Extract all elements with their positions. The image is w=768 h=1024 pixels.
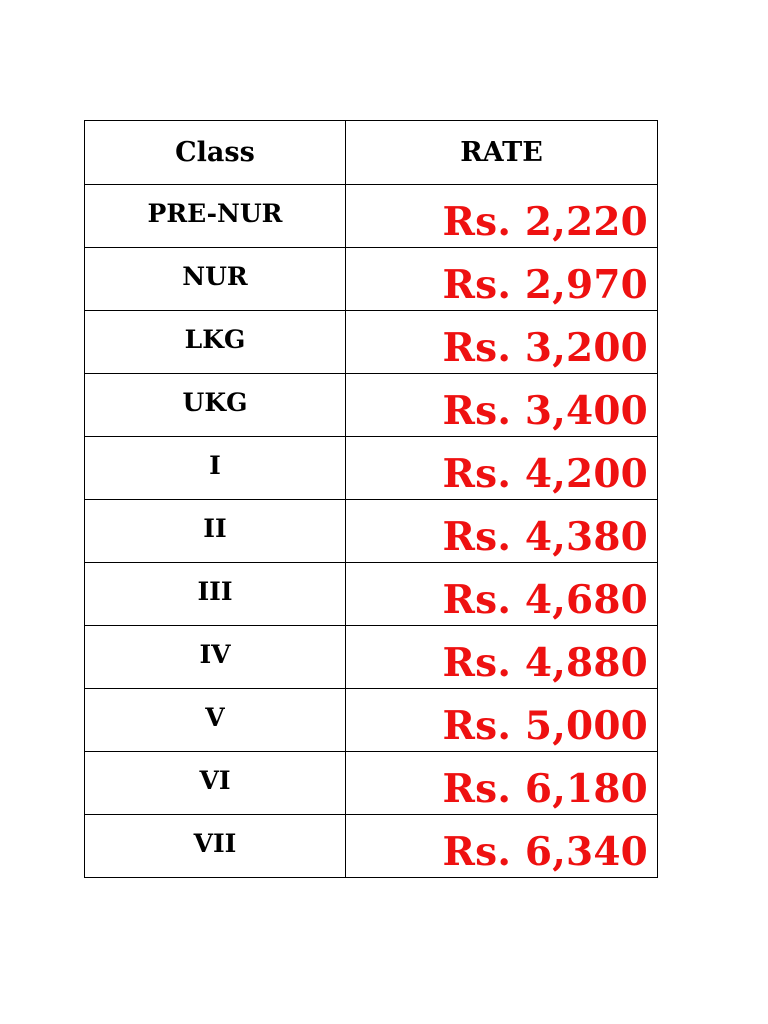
class-cell: III xyxy=(85,563,346,626)
class-cell: II xyxy=(85,500,346,563)
table-row xyxy=(85,689,658,752)
table-row xyxy=(85,311,658,374)
class-cell: VII xyxy=(85,815,346,878)
class-cell: VI xyxy=(85,752,346,815)
rate-cell: Rs. 2,220 xyxy=(346,185,658,248)
table-row xyxy=(85,437,658,500)
class-cell: UKG xyxy=(85,374,346,437)
rate-cell: Rs. 4,880 xyxy=(346,626,658,689)
class-cell: NUR xyxy=(85,248,346,311)
fee-rate-table xyxy=(84,120,658,878)
rate-cell: Rs. 3,200 xyxy=(346,311,658,374)
rate-cell: Rs. 2,970 xyxy=(346,248,658,311)
table-row xyxy=(85,626,658,689)
table-row xyxy=(85,500,658,563)
class-cell: IV xyxy=(85,626,346,689)
table-row xyxy=(85,374,658,437)
header-class: Class xyxy=(85,121,346,185)
rate-cell: Rs. 4,680 xyxy=(346,563,658,626)
rate-cell: Rs. 4,380 xyxy=(346,500,658,563)
rate-cell: Rs. 4,200 xyxy=(346,437,658,500)
class-cell: PRE-NUR xyxy=(85,185,346,248)
table-row xyxy=(85,248,658,311)
table-header-row xyxy=(85,121,658,185)
table-row xyxy=(85,815,658,878)
class-cell: I xyxy=(85,437,346,500)
header-rate: RATE xyxy=(346,121,658,185)
rate-cell: Rs. 5,000 xyxy=(346,689,658,752)
table-row xyxy=(85,752,658,815)
class-cell: V xyxy=(85,689,346,752)
rate-cell: Rs. 6,340 xyxy=(346,815,658,878)
rate-cell: Rs. 6,180 xyxy=(346,752,658,815)
table-row xyxy=(85,563,658,626)
rate-cell: Rs. 3,400 xyxy=(346,374,658,437)
table-row xyxy=(85,185,658,248)
class-cell: LKG xyxy=(85,311,346,374)
